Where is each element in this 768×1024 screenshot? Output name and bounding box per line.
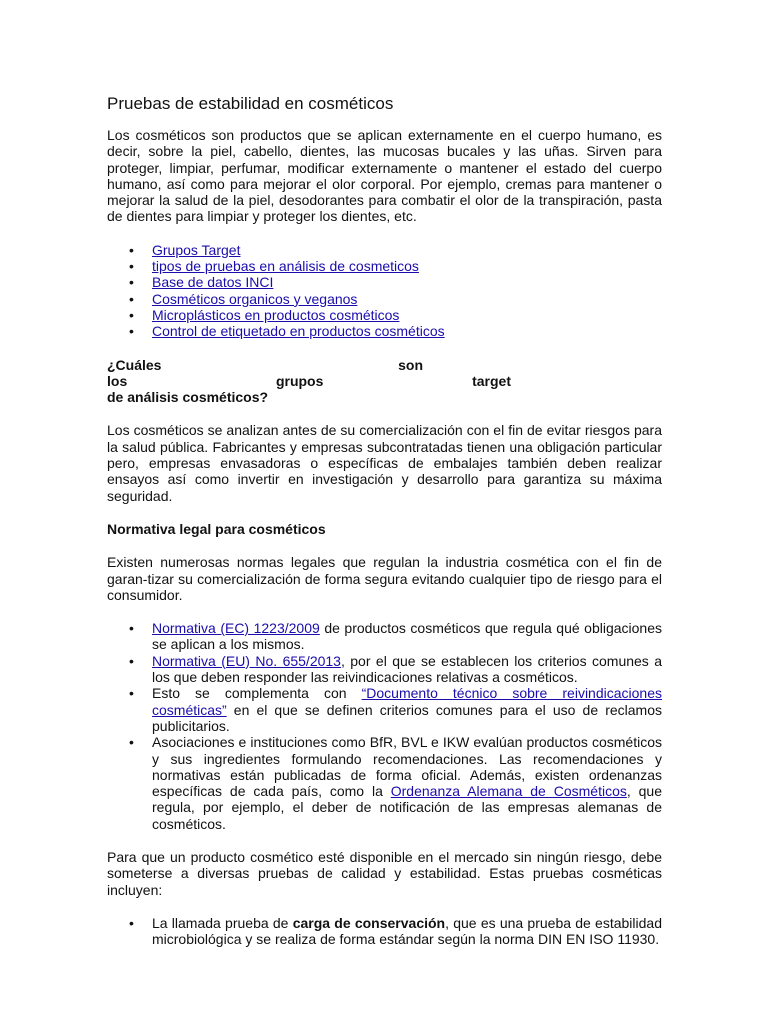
- question-word: ¿Cuáles: [107, 356, 162, 373]
- list-item-text: de productos cosméticos que regula qué obligaciones se aplican a los mismos.: [152, 620, 662, 653]
- list-item-text: Esto se complementa con: [152, 685, 362, 702]
- tests-list: [107, 915, 662, 948]
- link-base-de-datos-inci[interactable]: Base de datos INCI: [152, 274, 274, 291]
- question-word: son: [398, 356, 423, 373]
- question-word: los: [107, 372, 128, 389]
- link-documento-tecnico[interactable]: “Documento técnico sobre reivindicaciones cosméticas”: [152, 685, 662, 718]
- list-item: [107, 620, 662, 653]
- link-microplasticos[interactable]: Microplásticos en productos cosméticos: [152, 306, 400, 323]
- list-item-text: La llamada prueba de: [152, 914, 293, 931]
- question-line-1: [107, 357, 423, 373]
- link-normativa-ec-1223[interactable]: Normativa (EC) 1223/2009: [152, 620, 320, 637]
- list-item: [107, 734, 662, 832]
- list-item: [107, 291, 662, 307]
- question-word: target: [472, 372, 511, 389]
- list-item-text: en el que se definen criterios comunes para el uso de reclamos publicitarios.: [152, 701, 662, 734]
- document-content: [107, 94, 662, 947]
- list-item: [107, 915, 662, 948]
- list-item-text: , que es una prueba de estabilidad microbiológica y se realiza de forma estándar según la norma DIN EN ISO 11930.: [152, 914, 662, 948]
- list-item: [107, 242, 662, 258]
- question-line-2: [107, 373, 511, 389]
- list-item: [107, 307, 662, 323]
- tests-intro-paragraph: Para que un producto cosmético esté disponible en el mercado sin ningún riesgo, debe someterse a diversas pruebas de calidad y estabilidad. Estas pruebas cosméticas incluyen:: [107, 848, 662, 898]
- question-word: grupos: [275, 372, 324, 389]
- link-normativa-eu-655[interactable]: Normativa (EU) No. 655/2013: [152, 652, 341, 669]
- link-grupos-target[interactable]: Grupos Target: [152, 241, 241, 258]
- list-item-text: Asociaciones e instituciones como BfR, BVL e IKW evalúan productos cosméticos y sus ingredientes formulando recomendaciones. Las recomendaciones y normativas están publicadas de forma oficial. Además, existen ordenanzas específicas de cada país, como la: [152, 734, 662, 800]
- normativa-paragraph: Existen numerosas normas legales que regulan la industria cosmética con el fin de garan-tizar su comercialización de forma segura evitando cualquier tipo de riesgo para el consumidor.: [107, 554, 662, 603]
- intro-paragraph: Los cosméticos son productos que se aplican externamente en el cuerpo humano, es decir, sobre la piel, cabello, dientes, las mucosas bucales y las uñas. Sirven para proteger, limpiar, perfumar, modificar externamente o mantener el estado del cuerpo humano, así como para mejorar el olor corporal. Por ejemplo, cremas para mantener o mejorar la salud de la piel, desodorantes para combatir el olor de la transpiración, pasta de dientes para limpiar y proteger los dientes, etc.: [107, 127, 662, 225]
- page-title: Pruebas de estabilidad en cosméticos: [107, 94, 394, 113]
- list-item-text: , por el que se establecen los criterios comunes a los que deben responder las reivindicaciones relativas a cosméticos.: [152, 652, 662, 686]
- analysis-paragraph: Los cosméticos se analizan antes de su comercialización con el fin de evitar riesgos para la salud pública. Fabricantes y empresas subcontratadas tienen una obligación particular pero, empresas envasadoras o específicas de embalajes también deben realizar ensayos así como invertir en investigación y desarrollo para garantiza su máxima seguridad.: [107, 422, 662, 504]
- list-item: [107, 274, 662, 290]
- question-line-3: de análisis cosméticos?: [107, 389, 269, 406]
- bold-term: carga de conservación: [292, 914, 446, 931]
- link-cosmeticos-organicos[interactable]: Cosméticos organicos y veganos: [152, 290, 358, 307]
- link-control-etiquetado[interactable]: Control de etiquetado en productos cosméticos: [152, 323, 445, 340]
- link-tipos-de-pruebas[interactable]: tipos de pruebas en análisis de cosmeticos: [152, 258, 419, 275]
- list-item-text: , que regula, por ejemplo, el deber de notificación de las empresas alemanas de cosméticos.: [152, 783, 662, 832]
- list-item: [107, 653, 662, 686]
- topic-links-list: [107, 242, 662, 340]
- list-item: [107, 323, 662, 339]
- list-item: [107, 685, 662, 734]
- question-heading: [107, 357, 662, 406]
- link-ordenanza-alemana[interactable]: Ordenanza Alemana de Cosméticos: [390, 783, 627, 800]
- normativa-list: [107, 620, 662, 832]
- section-heading-normativa: Normativa legal para cosméticos: [107, 520, 326, 537]
- list-item: [107, 258, 662, 274]
